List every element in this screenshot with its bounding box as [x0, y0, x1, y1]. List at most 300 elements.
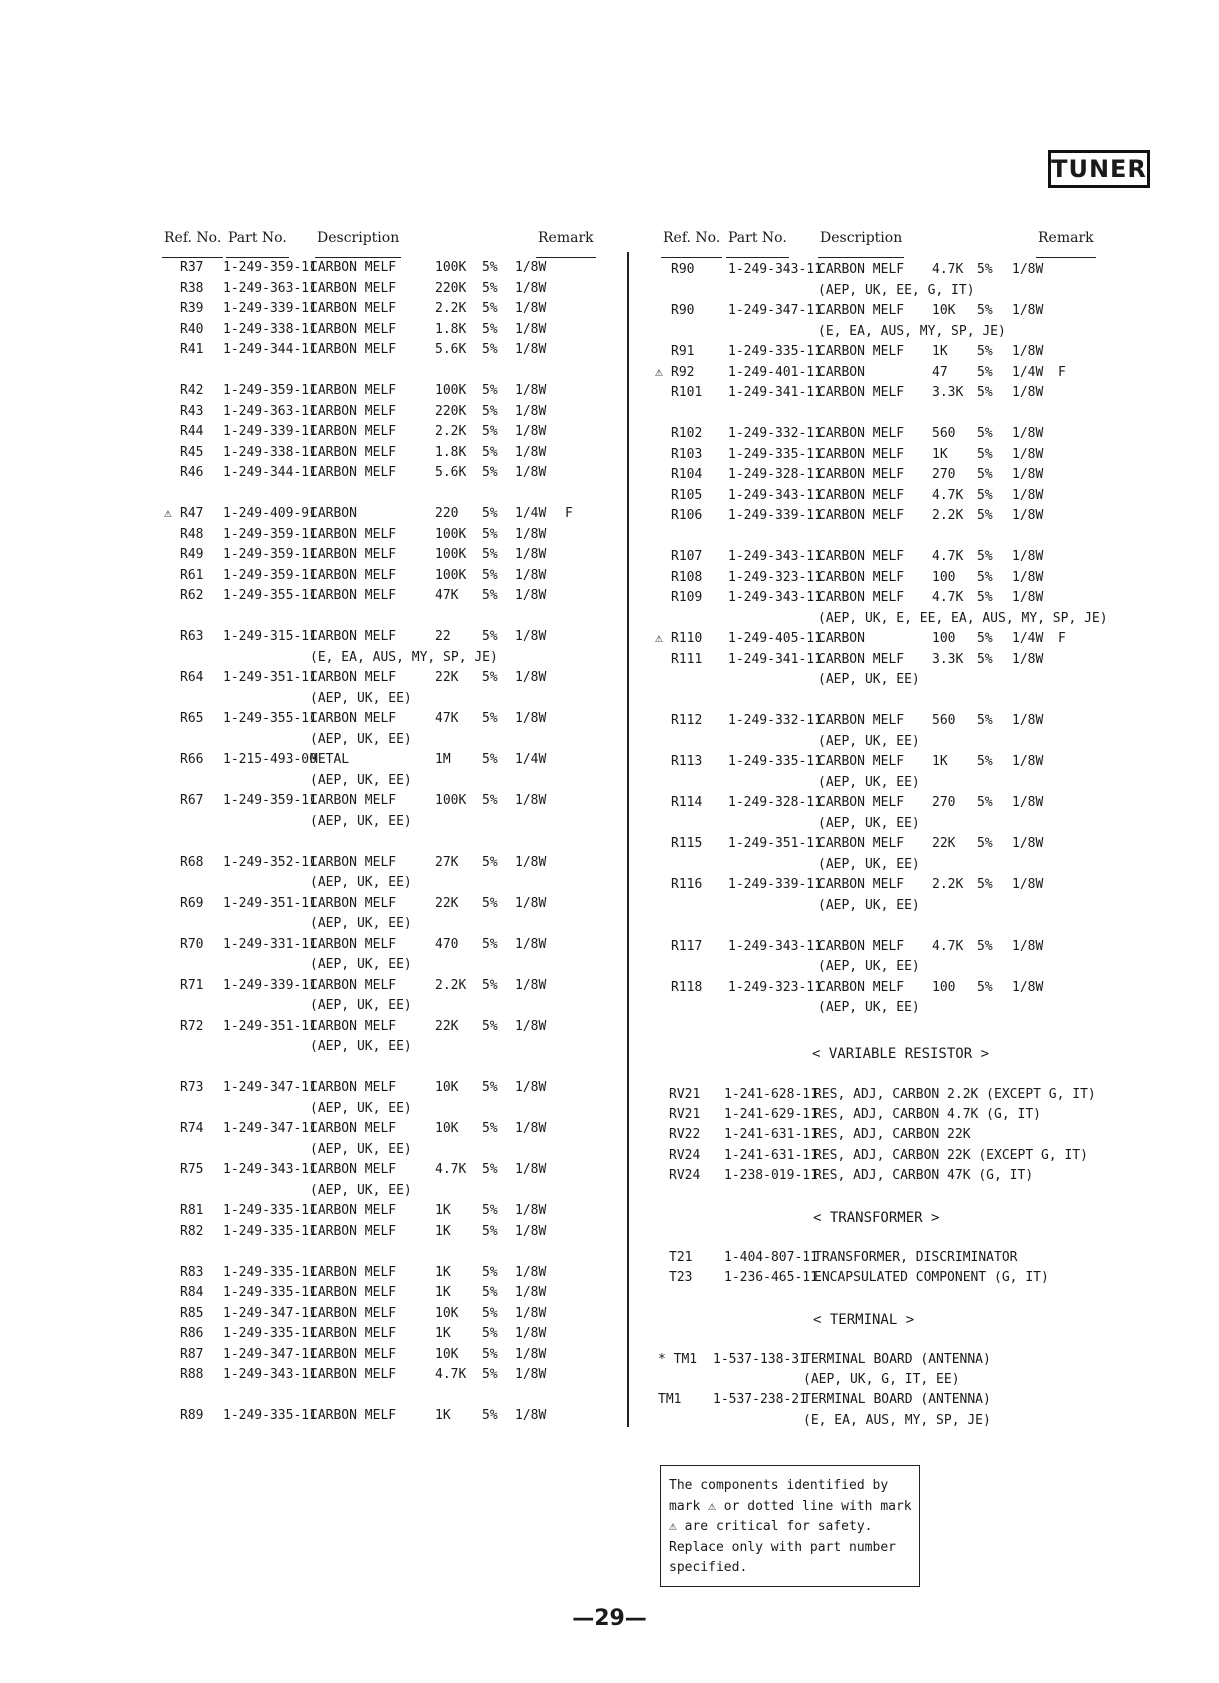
warning-icon: ⚠ [655, 631, 663, 646]
cell-watt: 1/8W [515, 465, 547, 480]
cell-desc: CARBON MELF [818, 938, 905, 954]
header-description: Description [317, 230, 400, 246]
cell-value: 47 [932, 364, 948, 380]
cell-desc: CARBON MELF [818, 262, 905, 277]
cell-part: 1-215-493-00 [223, 752, 317, 767]
cell-ref: R87 [180, 1346, 204, 1362]
cell-value: 100K [435, 793, 467, 808]
cell-part: 1-249-332-11 [728, 426, 822, 441]
cell-value: 100K [435, 547, 467, 562]
table-row [160, 916, 600, 936]
cell-part: 1-241-631-11 [724, 1147, 818, 1163]
cell-desc: (AEP, UK, EE) [818, 815, 920, 831]
cell-part: 1-249-335-11 [223, 1408, 317, 1423]
cell-value: 1K [435, 1203, 451, 1218]
cell-part: 1-249-343-11 [223, 1162, 317, 1177]
cell-watt: 1/8W [515, 1367, 547, 1382]
table-row [160, 978, 600, 998]
table-row [160, 629, 600, 649]
cell-watt: 1/8W [515, 383, 547, 398]
cell-desc: CARBON MELF [818, 344, 905, 359]
cell-tol: 5% [482, 752, 498, 767]
cell-watt: 1/4W [1012, 364, 1044, 380]
cell-tol: 5% [482, 670, 498, 685]
cell-value: 560 [932, 426, 956, 441]
cell-tol: 5% [482, 301, 498, 316]
cell-desc: (AEP, UK, EE) [310, 1100, 412, 1116]
table-row [160, 1367, 600, 1387]
table-row [660, 283, 1090, 303]
cell-ref: R73 [180, 1080, 204, 1095]
cell-ref: R89 [180, 1408, 204, 1423]
cell-watt: 1/4W [1012, 631, 1044, 646]
cell-tol: 5% [482, 629, 498, 644]
cell-value: 270 [932, 795, 956, 810]
cell-tol: 5% [977, 508, 993, 523]
cell-value: 560 [932, 713, 956, 728]
cell-desc: CARBON MELF [310, 895, 397, 911]
cell-part: 1-249-339-11 [223, 424, 317, 439]
cell-desc: CARBON MELF [310, 1018, 397, 1034]
table-row [660, 303, 1090, 323]
cell-value: 22K [435, 895, 459, 911]
cell-ref: R90 [671, 303, 695, 318]
cell-value: 1K [932, 446, 948, 462]
list-item [669, 1270, 1089, 1290]
cell-part: 1-249-341-11 [728, 651, 822, 667]
cell-desc: CARBON MELF [818, 590, 905, 605]
cell-desc: (AEP, UK, EE) [818, 672, 920, 687]
cell-value: 1K [435, 1285, 451, 1300]
table-row [160, 711, 600, 731]
cell-value: 2.2K [932, 508, 964, 523]
cell-desc: CARBON MELF [818, 651, 905, 667]
cell-part: 1-249-359-11 [223, 547, 317, 562]
cell-value: 4.7K [932, 938, 964, 954]
cell-tol: 5% [977, 836, 993, 851]
cell-tol: 5% [482, 854, 498, 870]
table-row [660, 1000, 1090, 1020]
cell-desc: (AEP, UK, EE) [310, 813, 412, 829]
cell-desc: CARBON MELF [310, 1326, 397, 1341]
cell-desc: CARBON MELF [310, 547, 397, 562]
header-part-no: Part No. [228, 230, 287, 246]
cell-desc: (AEP, UK, EE) [310, 1182, 412, 1198]
cell-ref: R118 [671, 979, 703, 995]
cell-part: 1-249-335-11 [223, 1223, 317, 1239]
cell-value: 47K [435, 711, 459, 726]
cell-remark: F [1058, 364, 1066, 380]
cell-part: 1-249-343-11 [728, 487, 822, 503]
cell-tol: 5% [977, 713, 993, 728]
cell-part: 1-249-359-11 [223, 567, 317, 583]
cell-tol: 5% [977, 569, 993, 585]
cell-desc: CARBON MELF [310, 1346, 397, 1362]
cell-ref: R88 [180, 1367, 204, 1382]
cell-watt: 1/8W [1012, 385, 1044, 400]
cell-watt: 1/8W [515, 424, 547, 439]
cell-desc: CARBON MELF [310, 567, 397, 583]
safety-notice [660, 1465, 920, 1587]
cell-desc: CARBON MELF [310, 383, 397, 398]
cell-desc: RES, ADJ, CARBON 2.2K (EXCEPT G, IT) [814, 1087, 1096, 1102]
table-row [160, 650, 600, 670]
cell-part: 1-249-335-11 [223, 1203, 317, 1218]
cell-desc: (AEP, UK, EE) [310, 916, 412, 931]
cell-watt: 1/8W [1012, 569, 1044, 585]
table-row [660, 939, 1090, 959]
table-row [660, 672, 1090, 692]
cell-desc: CARBON [818, 364, 865, 380]
cell-ref: R46 [180, 465, 204, 480]
header-remark: Remark [1038, 230, 1094, 246]
cell-part: 1-249-343-11 [728, 262, 822, 277]
cell-tol: 5% [977, 795, 993, 810]
table-row [160, 1326, 600, 1346]
cell-value: 3.3K [932, 651, 964, 667]
cell-watt: 1/8W [515, 711, 547, 726]
cell-watt: 1/8W [515, 1162, 547, 1177]
cell-part: 1-249-343-11 [728, 590, 822, 605]
cell-desc: CARBON [310, 506, 357, 521]
table-row [160, 1019, 600, 1039]
warning-icon: ⚠ [655, 364, 663, 380]
table-row [655, 364, 1090, 385]
cell-desc: CARBON MELF [310, 403, 397, 419]
table-row [660, 754, 1090, 774]
warning-icon: ⚠ [164, 506, 172, 521]
cell-watt: 1/8W [1012, 303, 1044, 318]
cell-value: 4.7K [932, 262, 964, 277]
cell-ref: T21 [669, 1250, 693, 1265]
cell-watt: 1/8W [515, 1203, 547, 1218]
cell-desc: (AEP, UK, EE) [818, 959, 920, 974]
table-row [160, 793, 600, 813]
table-row [660, 610, 1108, 631]
table-row [660, 447, 1090, 467]
cell-desc: CARBON MELF [310, 588, 397, 603]
cell-part: 1-249-359-11 [223, 383, 317, 398]
cell-ref: R91 [671, 344, 695, 359]
variable-resistor-title: < VARIABLE RESISTOR > [812, 1046, 990, 1062]
cell-ref: R102 [671, 426, 703, 441]
cell-tol: 5% [482, 936, 498, 952]
cell-watt: 1/8W [515, 895, 547, 911]
cell-value: 220K [435, 403, 467, 419]
cell-part: 1-249-359-11 [223, 526, 317, 542]
cell-watt: 1/8W [515, 1121, 547, 1136]
cell-part: 1-249-405-11 [728, 631, 822, 646]
cell-part: 1-249-341-11 [728, 385, 822, 400]
cell-tol: 5% [977, 262, 993, 277]
table-row [160, 506, 600, 526]
table-row [160, 875, 600, 895]
cell-watt: 1/8W [515, 403, 547, 419]
table-row [160, 281, 600, 301]
cell-watt: 1/8W [515, 1018, 547, 1034]
cell-value: 1K [435, 1223, 451, 1239]
cell-tol: 5% [977, 385, 993, 400]
cell-desc: CARBON MELF [310, 342, 397, 357]
cell-ref: R43 [180, 403, 204, 419]
cell-tol: 5% [482, 342, 498, 357]
cell-part: 1-236-465-11 [724, 1270, 818, 1286]
cell-watt: 1/8W [515, 1346, 547, 1362]
cell-part: 1-249-352-11 [223, 854, 317, 870]
cell-part: 1-249-335-11 [728, 754, 822, 769]
cell-part: 1-249-335-11 [223, 1326, 317, 1341]
notice-line: Replace only with part number [669, 1539, 896, 1555]
cell-value: 5.6K [435, 465, 467, 480]
cell-ref: R109 [671, 590, 703, 605]
cell-value: 10K [435, 1305, 459, 1321]
cell-desc: CARBON MELF [310, 526, 397, 542]
cell-tol: 5% [482, 588, 498, 603]
cell-ref: R48 [180, 526, 204, 542]
cell-watt: 1/8W [1012, 836, 1044, 851]
cell-value: 220 [435, 506, 459, 521]
cell-value: 1K [435, 1264, 451, 1280]
cell-tol: 5% [482, 465, 498, 480]
cell-tol: 5% [977, 877, 993, 892]
cell-tol: 5% [977, 754, 993, 769]
cell-desc: CARBON MELF [310, 1305, 397, 1321]
table-row [660, 570, 1090, 590]
cell-ref: R68 [180, 854, 204, 870]
cell-desc: METAL [310, 752, 350, 767]
cell-tol: 5% [482, 1121, 498, 1136]
cell-part: 1-249-315-11 [223, 629, 317, 644]
table-row [660, 713, 1090, 733]
table-row [660, 344, 1090, 364]
cell-ref: R62 [180, 588, 204, 603]
cell-ref: R107 [671, 549, 703, 564]
cell-ref: R64 [180, 670, 204, 685]
cell-desc: TERMINAL BOARD (ANTENNA) [803, 1352, 991, 1367]
cell-watt: 1/8W [515, 977, 547, 993]
table-row [160, 301, 600, 321]
cell-value: 3.3K [932, 385, 964, 400]
cell-desc: CARBON MELF [818, 713, 905, 728]
cell-tol: 5% [482, 895, 498, 911]
cell-desc: TRANSFORMER, DISCRIMINATOR [814, 1250, 1018, 1265]
cell-part: 1-404-807-11 [724, 1250, 818, 1265]
cell-value: 220K [435, 280, 467, 296]
cell-desc: (AEP, UK, EE) [818, 733, 920, 749]
header-part-no: Part No. [728, 230, 787, 246]
cell-desc: CARBON MELF [818, 487, 905, 503]
cell-ref: R108 [671, 569, 703, 585]
cell-watt: 1/8W [515, 854, 547, 870]
cell-watt: 1/8W [515, 1080, 547, 1095]
cell-desc: (AEP, UK, EE) [818, 856, 920, 872]
cell-value: 1.8K [435, 321, 467, 337]
cell-tol: 5% [482, 444, 498, 460]
cell-desc: (E, EA, AUS, MY, SP, JE) [803, 1412, 991, 1428]
cell-desc: CARBON MELF [310, 1367, 397, 1382]
cell-ref: R69 [180, 895, 204, 911]
cell-watt: 1/8W [515, 1285, 547, 1300]
cell-ref: R85 [180, 1305, 204, 1321]
cell-desc: (AEP, UK, EE) [310, 875, 412, 890]
cell-desc: (AEP, UK, EE) [310, 998, 412, 1013]
cell-value: 4.7K [932, 590, 964, 605]
list-item [669, 1168, 1089, 1188]
cell-watt: 1/8W [1012, 877, 1044, 892]
cell-ref: R61 [180, 567, 204, 583]
cell-part: 1-249-359-11 [223, 793, 317, 808]
table-row [160, 383, 600, 403]
cell-ref: R42 [180, 383, 204, 398]
cell-watt: 1/8W [515, 1264, 547, 1280]
cell-ref: RV24 [669, 1147, 701, 1163]
cell-watt: 1/8W [515, 936, 547, 952]
cell-part: 1-249-339-11 [728, 877, 822, 892]
cell-part: 1-249-401-11 [728, 364, 822, 380]
cell-value: 22K [932, 836, 956, 851]
table-row [160, 1265, 600, 1285]
cell-desc: CARBON MELF [818, 979, 905, 995]
cell-desc: CARBON MELF [818, 836, 905, 851]
cell-watt: 1/8W [1012, 938, 1044, 954]
cell-value: 5.6K [435, 342, 467, 357]
cell-part: 1-249-359-11 [223, 260, 317, 275]
cell-value: 10K [435, 1080, 459, 1095]
cell-ref: R71 [180, 977, 204, 993]
cell-part: 1-238-019-11 [724, 1167, 818, 1183]
cell-watt: 1/8W [1012, 979, 1044, 995]
cell-desc: CARBON MELF [818, 385, 905, 400]
header-ref-no: Ref. No. [663, 230, 721, 246]
list-item [669, 1127, 1089, 1147]
cell-watt: 1/8W [1012, 713, 1044, 728]
cell-ref: R115 [671, 836, 703, 851]
cell-ref: TM1 [658, 1392, 682, 1408]
cell-tol: 5% [482, 1080, 498, 1095]
cell-value: 22K [435, 1018, 459, 1034]
table-row [160, 424, 600, 444]
cell-ref: R81 [180, 1203, 204, 1218]
cell-tol: 5% [977, 487, 993, 503]
cell-desc: CARBON MELF [818, 426, 905, 441]
notice-line: The components identified by [669, 1478, 889, 1493]
cell-value: 100K [435, 567, 467, 583]
cell-part: 1-249-338-11 [223, 321, 317, 337]
cell-tol: 5% [482, 383, 498, 398]
cell-desc: CARBON MELF [310, 670, 397, 685]
cell-part: 1-537-238-21 [713, 1392, 807, 1408]
cell-ref: R67 [180, 793, 204, 808]
cell-desc: CARBON MELF [310, 1223, 397, 1239]
cell-desc: CARBON MELF [310, 854, 397, 870]
cell-part: 1-249-323-11 [728, 569, 822, 585]
cell-tol: 5% [482, 547, 498, 562]
header-remark: Remark [538, 230, 594, 246]
cell-tol: 5% [977, 590, 993, 605]
cell-part: 1-249-332-11 [728, 713, 822, 728]
cell-value: 22K [435, 670, 459, 685]
cell-part: 1-249-335-11 [223, 1264, 317, 1280]
table-row [660, 959, 1090, 979]
cell-part: 1-249-409-91 [223, 506, 317, 521]
cell-ref: R110 [671, 631, 703, 646]
cell-ref: R113 [671, 754, 703, 769]
cell-desc: TERMINAL BOARD (ANTENNA) [803, 1392, 991, 1408]
cell-desc: CARBON MELF [310, 301, 397, 316]
cell-part: 1-249-339-11 [223, 301, 317, 316]
table-row [160, 1183, 600, 1203]
cell-ref: R65 [180, 711, 204, 726]
cell-value: 1K [435, 1326, 451, 1341]
cell-desc: CARBON MELF [310, 1162, 397, 1177]
cell-watt: 1/8W [1012, 446, 1044, 462]
table-row [160, 1306, 600, 1326]
cell-ref: R82 [180, 1223, 204, 1239]
cell-desc: (AEP, UK, G, IT, EE) [803, 1372, 960, 1388]
cell-watt: 1/8W [515, 670, 547, 685]
table-row [660, 467, 1090, 487]
cell-remark: F [565, 506, 573, 521]
cell-value: 4.7K [435, 1162, 467, 1177]
cell-ref: R75 [180, 1162, 204, 1177]
transformer-title: < TRANSFORMER > [813, 1210, 940, 1226]
table-row [160, 588, 600, 608]
cell-desc: (AEP, UK, EE) [818, 897, 920, 913]
cell-desc: CARBON MELF [310, 280, 397, 296]
cell-part: 1-249-328-11 [728, 467, 822, 482]
cell-value: 100 [932, 569, 956, 585]
table-row [160, 732, 600, 752]
cell-remark: F [1058, 631, 1066, 646]
cell-part: 1-241-631-11 [724, 1127, 818, 1143]
cell-ref: R111 [671, 651, 703, 667]
cell-tol: 5% [482, 711, 498, 726]
cell-ref: R74 [180, 1121, 204, 1136]
cell-ref: R37 [180, 260, 204, 275]
table-row [160, 937, 600, 957]
table-row [160, 1203, 600, 1223]
list-item [658, 1352, 1078, 1372]
column-headers-right [660, 228, 1094, 260]
cell-part: 1-249-335-11 [728, 446, 822, 462]
table-row [160, 1347, 600, 1367]
cell-part: 1-249-331-11 [223, 936, 317, 952]
cell-value: 2.2K [435, 301, 467, 316]
cell-ref: R104 [671, 467, 703, 482]
cell-part: 1-249-344-11 [223, 465, 317, 480]
cell-desc: (AEP, UK, EE) [310, 957, 412, 972]
table-row [660, 980, 1090, 1000]
cell-tol: 5% [977, 651, 993, 667]
cell-watt: 1/8W [1012, 795, 1044, 810]
cell-desc: CARBON MELF [310, 321, 397, 337]
cell-watt: 1/8W [1012, 467, 1044, 482]
cell-tol: 5% [482, 1367, 498, 1382]
table-row [160, 1224, 600, 1244]
table-row [660, 816, 1090, 836]
table-row [160, 1080, 600, 1100]
cell-ref: R70 [180, 936, 204, 952]
cell-part: 1-249-343-11 [223, 1367, 317, 1382]
column-divider [627, 252, 629, 1427]
cell-desc: (E, EA, AUS, MY, SP, JE) [310, 649, 498, 665]
cell-part: 1-249-351-11 [223, 895, 317, 911]
cell-value: 27K [435, 854, 459, 870]
table-row [660, 836, 1090, 856]
cell-part: 1-249-347-11 [223, 1121, 317, 1136]
table-row [160, 1408, 600, 1428]
cell-ref: RV21 [669, 1087, 701, 1102]
